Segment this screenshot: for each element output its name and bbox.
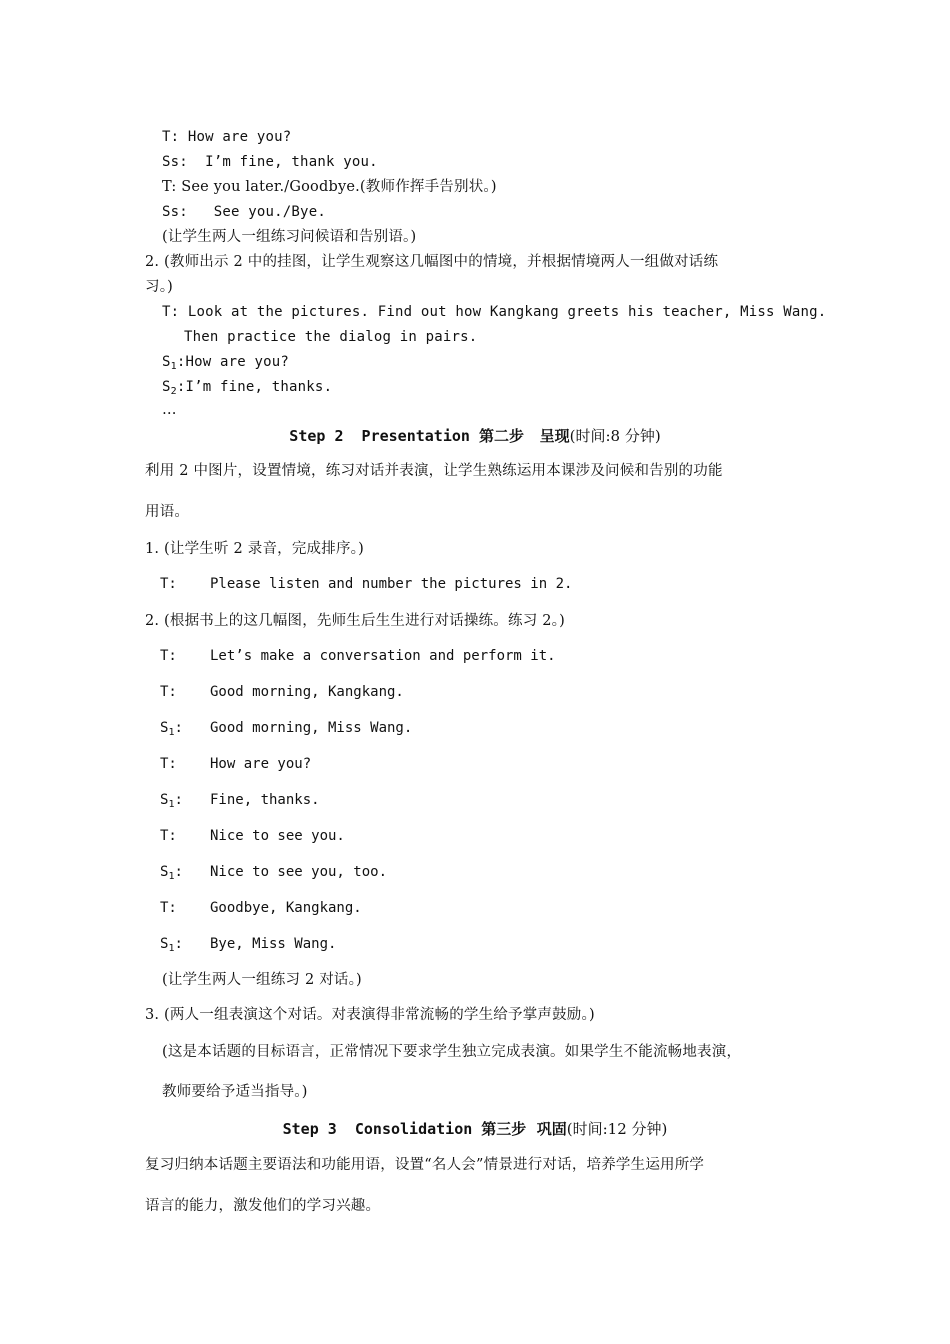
- instruction-note-pairs: (让学生两人一组练习问候语和告别语。): [162, 229, 417, 245]
- step3-heading-en: Step 3 Consolidation: [282, 1120, 482, 1138]
- speaker-label: T:: [160, 684, 177, 700]
- speaker-label: T:: [160, 828, 177, 844]
- step3-heading-time: (时间:12 分钟): [566, 1120, 668, 1138]
- step3-heading: [0, 1119, 950, 1139]
- dialog-line-ss-fine: Ss: I’m fine, thank you.: [162, 154, 378, 170]
- step2-intro-line1: 利用 2 中图片，设置情境，练习对话并表演，让学生熟练运用本课涉及问候和告别的功能: [145, 463, 723, 479]
- speaker-label: $S_1$:: [160, 936, 183, 954]
- speaker-label: $S_1$:: [160, 720, 183, 738]
- step2-heading-en: Step 2 Presentation: [289, 427, 479, 445]
- step2-heading-time: (时间:8 分钟): [569, 427, 661, 445]
- speaker-label: S: [162, 354, 171, 370]
- speaker-label: T:: [160, 648, 177, 664]
- dialog-text: Goodbye, Kangkang.: [210, 900, 362, 916]
- dialog-line-t-see-you-later: T: See you later./Goodbye.(教师作挥手告别状。): [162, 179, 497, 195]
- dialog-text: :I’m fine, thanks.: [176, 379, 333, 395]
- speaker-label: $S_1$:: [160, 864, 183, 882]
- teacher-instruction-line2: Then practice the dialog in pairs.: [184, 329, 478, 345]
- step2-item1-dialog: [160, 574, 573, 594]
- step3-intro-line1: 复习归纳本话题主要语法和功能用语，设置“名人会”情景进行对话，培养学生运用所学: [145, 1157, 705, 1173]
- dialog-text: Good morning, Miss Wang.: [210, 720, 413, 736]
- step3-intro-line2: 语言的能力，激发他们的学习兴趣。: [145, 1198, 381, 1214]
- step2-note-line1: (这是本话题的目标语言，正常情况下要求学生独立完成表演。如果学生不能流畅地表演，: [162, 1044, 742, 1060]
- step2-intro-line2: 用语。: [145, 504, 190, 520]
- dialog-line-s2: [162, 378, 332, 401]
- speaker-label: $S_1$:: [160, 792, 183, 810]
- item-2-instruction-line2: 习。): [145, 279, 174, 295]
- dialog-text: Nice to see you, too.: [210, 864, 388, 880]
- teacher-instruction-line1: T: Look at the pictures. Find out how Kangkang greets his teacher, Miss Wang.: [162, 304, 827, 320]
- dialog-text: Good morning, Kangkang.: [210, 684, 404, 700]
- step2-pair-note: (让学生两人一组练习 2 对话。): [162, 972, 362, 988]
- dialog-text: :How are you?: [176, 354, 290, 370]
- dialog-line-s1: [162, 353, 289, 376]
- step2-item-3: 3. (两人一组表演这个对话。对表演得非常流畅的学生给予掌声鼓励。): [145, 1007, 595, 1023]
- dialog-line-ss-bye: Ss: See you./Bye.: [162, 204, 326, 220]
- item-2-instruction-line1: 2. (教师出示 2 中的挂图，让学生观察这几幅图中的情境，并根据情境两人一组做对话练: [145, 254, 719, 270]
- speaker-label: T:: [160, 756, 177, 772]
- dialog-text: Please listen and number the pictures in 2.: [210, 576, 573, 592]
- dialog-line-t-how-are-you: T: How are you?: [162, 129, 292, 145]
- dialog-text: How are you?: [210, 756, 312, 772]
- speaker-label: T:: [160, 900, 177, 916]
- speaker-subscript: 1: [170, 361, 177, 372]
- step2-item-1: 1. (让学生听 2 录音，完成排序。): [145, 541, 364, 557]
- speaker-subscript: 2: [170, 386, 177, 397]
- ellipsis: …: [162, 402, 177, 418]
- step3-heading-cn: 第三步 巩固: [481, 1120, 567, 1138]
- step2-item-2: 2. (根据书上的这几幅图，先师生后生生进行对话操练。练习 2。): [145, 613, 565, 629]
- speaker-label: T:: [160, 576, 177, 592]
- step2-heading: [0, 426, 950, 446]
- step2-note-line2: 教师要给予适当指导。): [162, 1084, 308, 1100]
- dialog-text: Fine, thanks.: [210, 792, 320, 808]
- dialog-text: Bye, Miss Wang.: [210, 936, 337, 952]
- dialog-text: Let’s make a conversation and perform it.: [210, 648, 556, 664]
- step2-heading-cn: 第二步 呈现: [478, 427, 570, 445]
- speaker-label: S: [162, 379, 171, 395]
- dialog-text: Nice to see you.: [210, 828, 345, 844]
